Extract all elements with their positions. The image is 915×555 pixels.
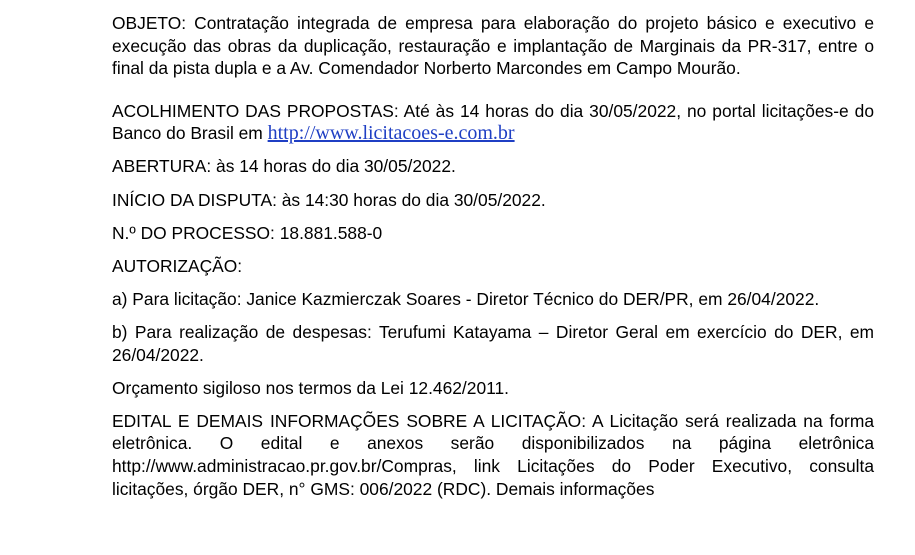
processo-paragraph: N.º DO PROCESSO: 18.881.588-0 — [112, 222, 383, 243]
inicio-disputa-paragraph: INÍCIO DA DISPUTA: às 14:30 horas do dia 30/05/2022. — [112, 189, 546, 210]
edital-paragraph: EDITAL E DEMAIS INFORMAÇÕES SOBRE A LICITAÇÃO: A Licitação será realizada na forma eletrônica. O edital e anexos serão disponibilizados na página eletrônica http://www.administracao.pr.gov.br/Compras, link Licitações do Poder Executivo, consulta licitações, órgão DER, n° GMS: 006/2022 (RDC). Demais informações — [112, 410, 874, 499]
orcamento-paragraph: Orçamento sigiloso nos termos da Lei 12.462/2011. — [112, 377, 509, 398]
licitacoes-link[interactable]: http://www.licitacoes-e.com.br — [267, 122, 515, 145]
objeto-paragraph: OBJETO: Contratação integrada de empresa para elaboração do projeto básico e executivo e execução das obras da duplicação, restauração e implantação de Marginais da PR-317, entre o final da pista dupla e a Av. Comendador Norberto Marcondes em Campo Mourão. — [112, 13, 874, 79]
acolhimento-paragraph — [112, 100, 874, 145]
document-body — [112, 12, 874, 500]
abertura-paragraph: ABERTURA: às 14 horas do dia 30/05/2022. — [112, 156, 456, 177]
autorizacao-a-paragraph: a) Para licitação: Janice Kazmierczak Soares - Diretor Técnico do DER/PR, em 26/04/2022. — [112, 288, 820, 309]
acolhimento-text: ACOLHIMENTO DAS PROPOSTAS: Até às 14 horas do dia 30/05/2022, no portal licitações-e do Banco do Brasil em — [112, 100, 874, 144]
autorizacao-heading: AUTORIZAÇÃO: — [112, 255, 243, 276]
autorizacao-b-paragraph: b) Para realização de despesas: Terufumi Katayama – Diretor Geral em exercício do DER, em 26/04/2022. — [112, 321, 874, 365]
